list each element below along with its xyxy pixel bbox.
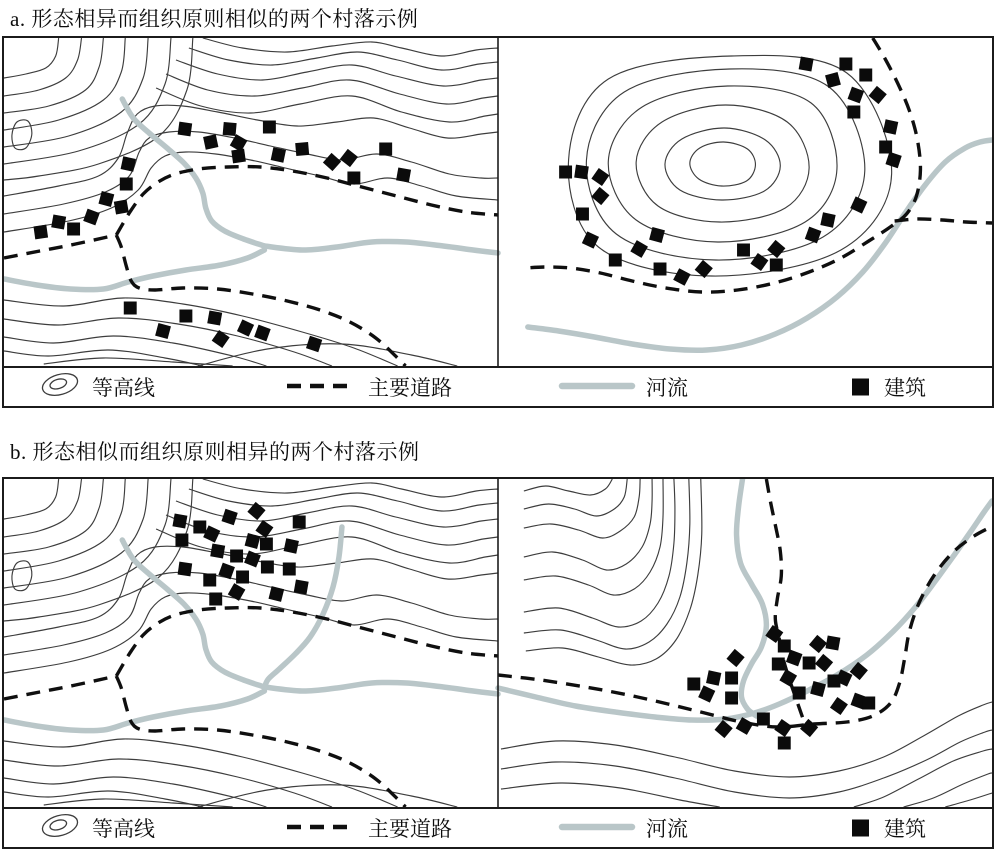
river <box>264 682 498 694</box>
building-legend-label: 建筑 <box>884 376 926 400</box>
building <box>263 121 276 134</box>
building <box>379 143 392 156</box>
contour-line <box>198 344 457 366</box>
contour-line <box>4 739 398 807</box>
building <box>772 658 785 671</box>
building <box>245 533 261 549</box>
building <box>67 223 80 236</box>
building <box>228 583 246 601</box>
building <box>591 168 609 186</box>
contour-line <box>524 479 640 538</box>
building <box>294 579 309 594</box>
village-map-b-left <box>4 479 498 807</box>
building <box>793 687 806 700</box>
contour-line <box>189 48 498 70</box>
road <box>895 219 992 223</box>
building <box>885 152 901 168</box>
building <box>883 119 898 134</box>
river-legend-label: 河流 <box>646 817 688 841</box>
building <box>706 670 721 685</box>
building <box>172 513 187 528</box>
building <box>223 122 237 136</box>
contour-lines-icon <box>38 812 82 845</box>
building <box>654 263 667 276</box>
panel-a-maps <box>4 38 992 366</box>
contour-line <box>854 749 992 807</box>
contour-line <box>156 88 498 122</box>
building <box>212 330 230 348</box>
building <box>848 87 865 104</box>
building <box>847 106 860 119</box>
road <box>4 676 116 699</box>
building <box>726 649 744 667</box>
river <box>122 540 264 687</box>
building <box>574 165 589 180</box>
building <box>803 657 816 670</box>
contour-line <box>4 479 59 519</box>
panel-a <box>2 36 994 408</box>
building <box>774 719 792 737</box>
building-legend-label: 建筑 <box>884 817 926 841</box>
building <box>576 208 589 221</box>
building <box>210 543 225 558</box>
contour-line <box>4 38 125 130</box>
building-icon <box>852 820 869 837</box>
building <box>207 310 222 325</box>
building <box>778 737 791 750</box>
building <box>178 562 193 577</box>
building <box>33 225 48 240</box>
contour-line <box>665 128 780 200</box>
contour-line <box>608 86 837 242</box>
main-road-icon <box>286 819 356 837</box>
building <box>236 571 249 584</box>
contour-line <box>166 74 498 104</box>
building <box>799 56 814 71</box>
contour-line <box>176 60 498 86</box>
building <box>770 259 783 272</box>
building <box>809 635 827 653</box>
contour-legend-label: 等高线 <box>92 817 155 841</box>
building <box>254 325 271 342</box>
building <box>269 586 285 602</box>
village-map-a-right <box>527 38 992 350</box>
building <box>175 534 188 547</box>
building <box>800 719 818 737</box>
building <box>155 323 171 339</box>
contour-line <box>586 69 864 260</box>
contour-line <box>524 479 627 516</box>
road <box>4 235 116 258</box>
contour-line <box>524 479 612 495</box>
building <box>815 654 833 672</box>
building <box>271 147 286 162</box>
building <box>396 167 411 182</box>
building <box>231 149 246 164</box>
building <box>630 240 648 258</box>
building <box>221 509 237 525</box>
building <box>124 302 137 315</box>
building <box>725 692 738 705</box>
building <box>869 86 887 104</box>
building <box>114 199 129 214</box>
contour-line <box>4 131 498 214</box>
building <box>209 593 222 606</box>
panel-b-maps <box>4 479 992 807</box>
contour-line <box>501 730 992 798</box>
contour-line <box>4 572 498 655</box>
contour-line <box>4 38 82 96</box>
contour-line <box>4 479 125 571</box>
building <box>862 697 875 710</box>
contour-line <box>636 105 809 222</box>
village-map-b-right <box>498 479 992 807</box>
building <box>805 227 822 244</box>
panel-b-legend <box>4 807 992 847</box>
contour-line <box>690 142 756 186</box>
contour-line <box>189 489 498 511</box>
panel-a-legend <box>4 366 992 406</box>
river <box>122 99 264 246</box>
village-map-a-left <box>4 38 498 366</box>
building <box>237 319 254 336</box>
building <box>306 336 322 352</box>
building <box>230 550 243 563</box>
building <box>261 561 274 574</box>
river <box>264 241 498 253</box>
road <box>116 167 498 235</box>
building-icon <box>852 379 869 396</box>
building <box>737 244 750 257</box>
building <box>83 209 100 226</box>
contour-line <box>198 785 457 807</box>
building <box>284 538 299 553</box>
contour-line <box>4 479 82 537</box>
contour-line <box>945 793 992 807</box>
building <box>698 685 715 702</box>
building <box>193 521 206 534</box>
building <box>736 717 754 735</box>
building <box>178 122 193 137</box>
panel-b <box>2 477 994 849</box>
building <box>295 142 309 156</box>
river <box>737 479 767 716</box>
contour-line <box>203 38 498 56</box>
building <box>179 310 192 323</box>
building <box>230 134 248 152</box>
building <box>715 720 733 738</box>
building <box>609 254 622 267</box>
building <box>778 640 791 653</box>
building <box>121 156 136 171</box>
contour-line <box>524 479 663 595</box>
building <box>203 574 216 587</box>
building <box>820 212 835 227</box>
building <box>859 69 872 82</box>
panel-a-title: a. 形态相异而组织原则相似的两个村落示例 <box>10 7 419 31</box>
main-road-icon <box>286 378 356 396</box>
contour-line <box>4 152 498 232</box>
road-legend-label: 主要道路 <box>368 376 452 400</box>
contour-legend-label: 等高线 <box>92 376 155 400</box>
building <box>779 669 797 687</box>
building <box>830 697 848 715</box>
building <box>323 153 341 171</box>
building <box>757 713 770 726</box>
building <box>559 166 572 179</box>
contour-line <box>4 777 266 807</box>
building <box>839 58 852 71</box>
river-icon <box>558 378 636 396</box>
river-icon <box>558 819 636 837</box>
building <box>850 196 867 213</box>
contour-line <box>568 55 891 276</box>
contour-lines-icon <box>38 371 82 404</box>
road-legend-label: 主要道路 <box>368 817 452 841</box>
contour-line <box>4 38 59 78</box>
building <box>340 149 358 167</box>
building <box>649 227 665 243</box>
building <box>293 516 306 529</box>
building <box>283 563 296 576</box>
building <box>673 268 690 286</box>
building <box>347 172 360 185</box>
contour-line <box>4 593 498 673</box>
building <box>879 141 892 154</box>
building <box>203 134 218 149</box>
building <box>687 678 700 691</box>
river-legend-label: 河流 <box>646 376 688 400</box>
building <box>725 672 738 685</box>
contour-line <box>904 773 992 807</box>
building <box>825 635 840 650</box>
building <box>51 214 66 229</box>
building <box>120 178 133 191</box>
contour-line <box>203 479 498 497</box>
panel-b-title: b. 形态相似而组织原则相异的两个村落示例 <box>10 440 420 464</box>
contour-line <box>4 298 398 366</box>
contour-line <box>501 783 720 807</box>
building <box>260 538 273 551</box>
